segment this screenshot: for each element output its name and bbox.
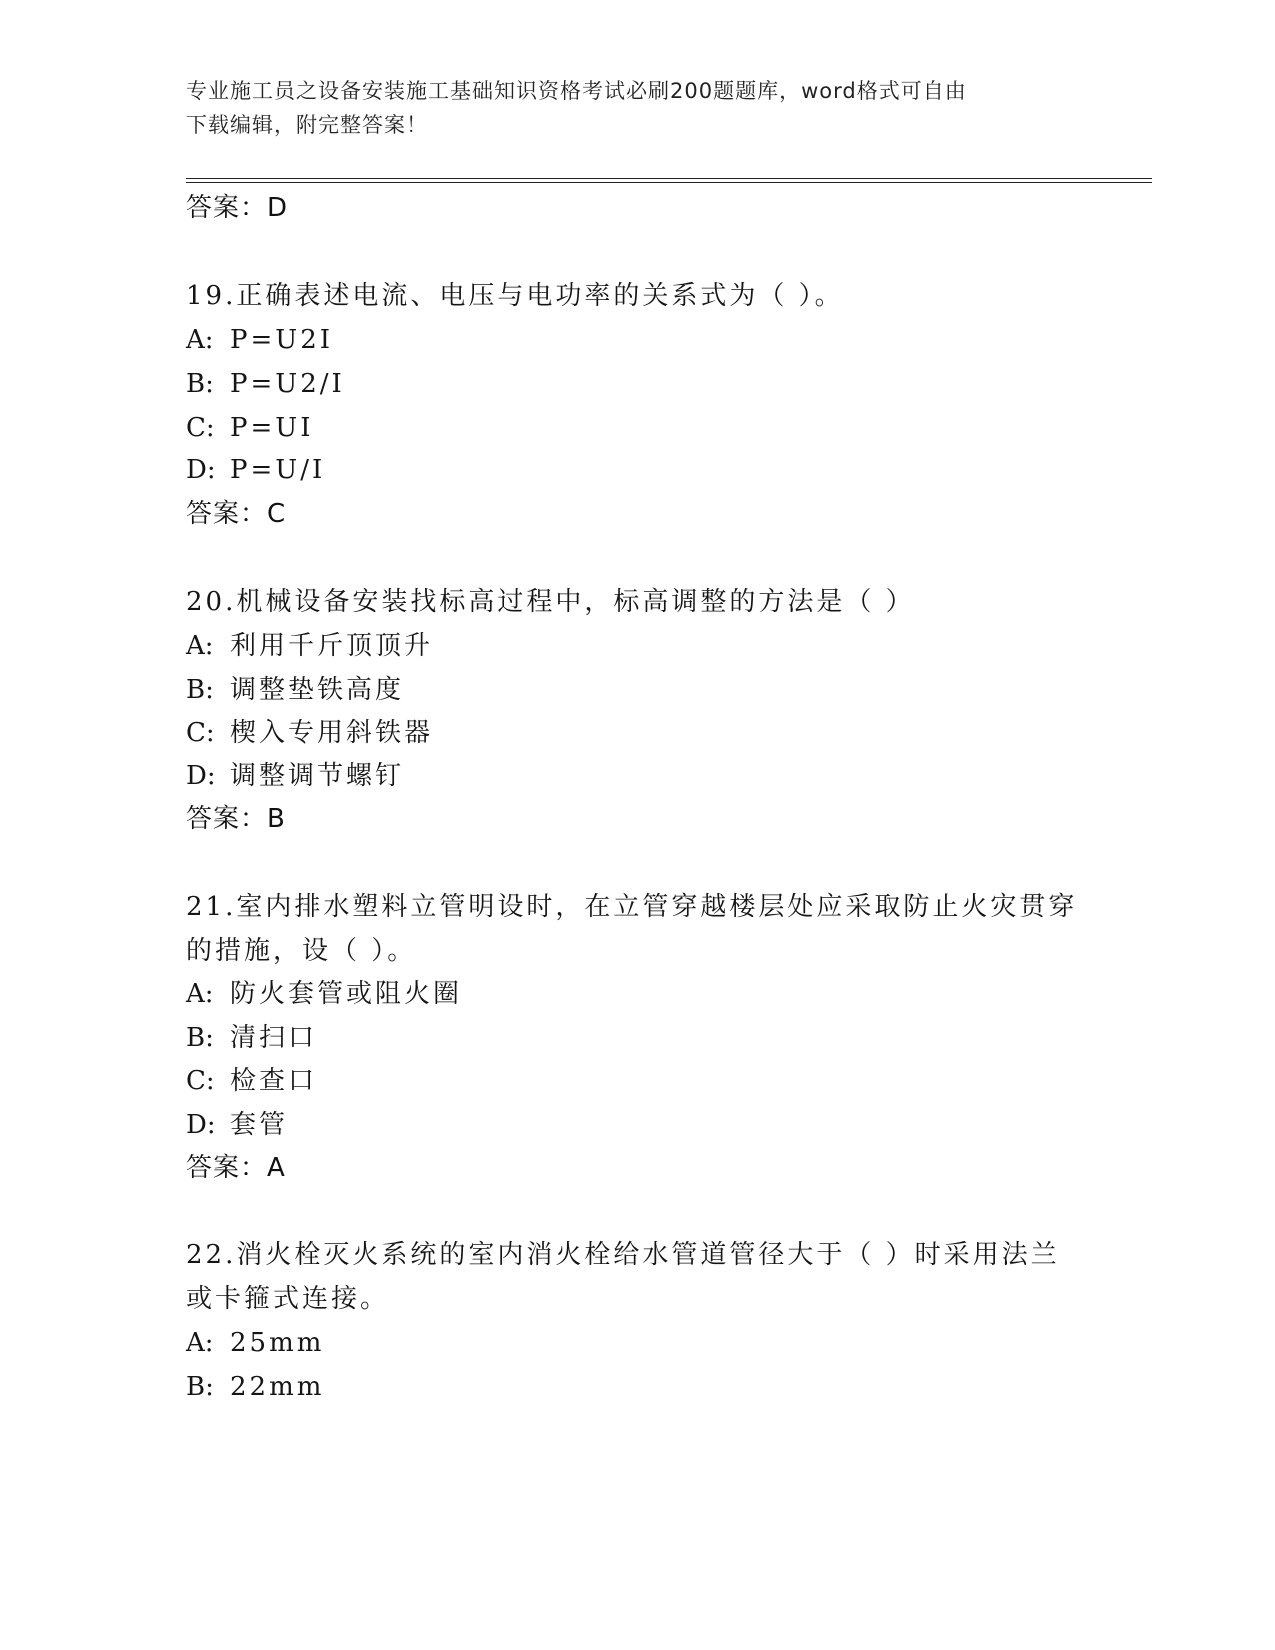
option-label: A:	[186, 631, 214, 661]
option-label: A:	[186, 979, 214, 1009]
question-22-text-line-2: 或卡箍式连接。	[186, 1284, 390, 1314]
question-19-option-b	[186, 366, 345, 402]
question-22-text-line-1: 22.消火栓灭火系统的室内消火栓给水管道管径大于（ ）时采用法兰	[186, 1240, 1060, 1270]
question-21-option-c	[186, 1063, 317, 1099]
option-text: P=U2/I	[230, 369, 345, 399]
question-22-option-b	[186, 1369, 324, 1405]
answer-21: 答案：A	[186, 1153, 286, 1183]
option-label: C:	[186, 718, 215, 748]
question-19-option-c	[186, 410, 313, 446]
answer-19: 答案：C	[186, 499, 287, 529]
option-label: B:	[186, 675, 214, 705]
option-text: P=UI	[230, 413, 314, 443]
question-20-option-d	[186, 758, 404, 794]
option-label: C:	[186, 413, 215, 443]
option-label: D:	[186, 761, 216, 791]
header-line-1: 专业施工员之设备安装施工基础知识资格考试必刷200题题库，word格式可自由	[186, 79, 967, 103]
question-21-text-line-2: 的措施，设（ ）。	[186, 936, 417, 966]
option-text: 调整调节螺钉	[230, 761, 405, 791]
question-19-option-a	[186, 322, 333, 358]
option-label: B:	[186, 1372, 214, 1402]
question-19-option-d	[186, 452, 325, 488]
question-20-option-b	[186, 672, 404, 708]
option-text: 楔入专用斜铁器	[230, 718, 434, 748]
option-label: C:	[186, 1066, 215, 1096]
header-line-2: 下载编辑，附完整答案！	[186, 113, 428, 137]
option-label: D:	[186, 1110, 216, 1140]
option-label: A:	[186, 325, 214, 355]
option-text: 清扫口	[230, 1023, 318, 1053]
option-label: A:	[186, 1328, 214, 1358]
question-22-option-a	[186, 1325, 324, 1361]
question-21-text-line-1: 21.室内排水塑料立管明设时，在立管穿越楼层处应采取防止火灾贯穿	[186, 892, 1078, 922]
document-header	[186, 74, 1066, 142]
question-21-option-d	[186, 1107, 288, 1143]
question-20-text: 20.机械设备安装找标高过程中，标高调整的方法是（ ）	[186, 587, 915, 617]
option-text: P=U/I	[230, 455, 326, 485]
header-divider-top	[186, 178, 1152, 179]
option-text: 检查口	[230, 1066, 318, 1096]
option-text: P=U2I	[230, 325, 334, 355]
option-text: 防火套管或阻火圈	[230, 979, 463, 1009]
answer-18: 答案：D	[186, 193, 289, 223]
option-label: D:	[186, 455, 216, 485]
question-20-option-a	[186, 628, 433, 664]
option-text: 25mm	[230, 1328, 325, 1358]
option-label: B:	[186, 369, 214, 399]
option-text: 调整垫铁高度	[230, 675, 405, 705]
option-text: 套管	[230, 1110, 289, 1140]
question-21-option-b	[186, 1020, 317, 1056]
question-19-text: 19.正确表述电流、电压与电功率的关系式为（ ）。	[186, 281, 844, 311]
question-21-option-a	[186, 976, 462, 1012]
header-divider-bottom	[186, 182, 1152, 183]
option-text: 22mm	[230, 1372, 325, 1402]
answer-20: 答案：B	[186, 804, 286, 834]
option-text: 利用千斤顶顶升	[230, 631, 434, 661]
question-20-option-c	[186, 715, 433, 751]
option-label: B:	[186, 1023, 214, 1053]
